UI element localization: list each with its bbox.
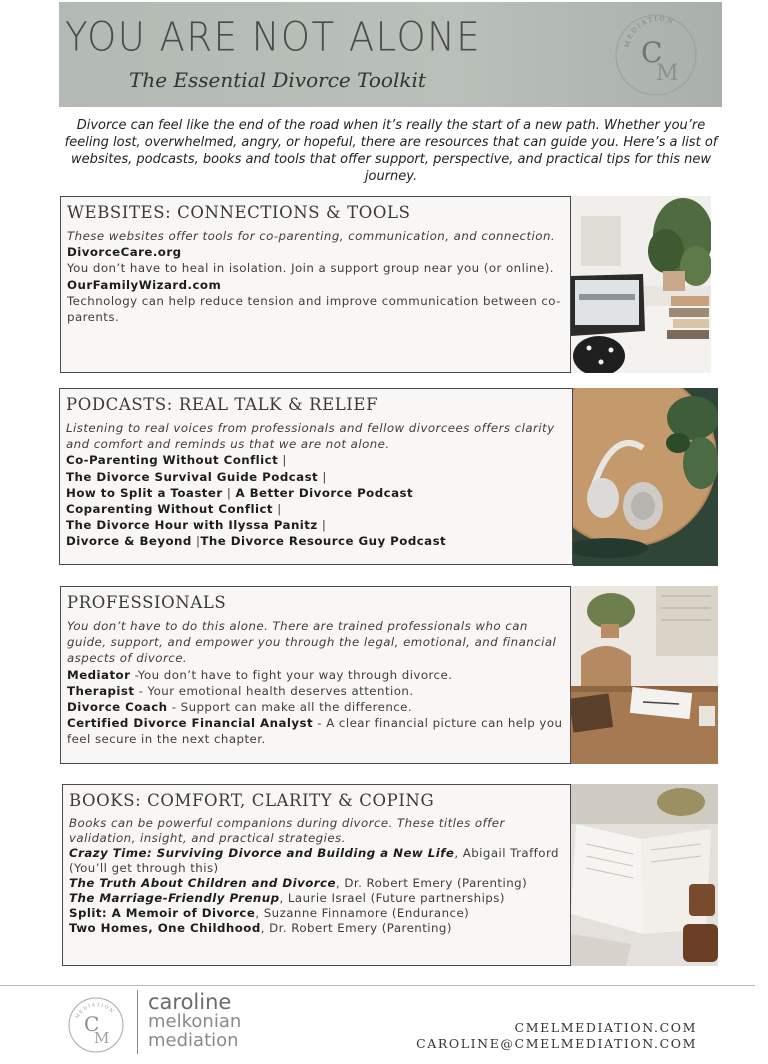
professionals-title: PROFESSIONALS [67, 593, 227, 612]
footer-divider [137, 990, 138, 1054]
role-divorce-coach-desc: - Support can make all the difference. [171, 700, 413, 715]
books-title: BOOKS: COMFORT, CLARITY & COPING [69, 791, 435, 810]
book-title: The Marriage-Friendly Prenup [69, 891, 280, 905]
logo-arc-text: MEDIATION [622, 14, 676, 49]
footer-logo-letter-m: M [94, 1029, 110, 1047]
book-desc: , Abigail Trafford (You’ll get through this) [69, 846, 559, 875]
podcast-item: How to Split a Toaster [66, 485, 223, 500]
notebook-table-photo [571, 586, 718, 764]
footer-logo-letter-c: C [84, 1012, 100, 1036]
header-banner [59, 2, 722, 107]
podcast-item: The Divorce Hour with Ilyssa Panitz [66, 518, 318, 533]
websites-intro: These websites offer tools for co-parenting, communication, and connection. [67, 229, 556, 243]
page-title: YOU ARE NOT ALONE [65, 14, 482, 61]
book-desc: , Dr. Robert Emery (Parenting) [260, 921, 452, 935]
cm-logo-icon [611, 10, 701, 100]
email-link[interactable]: CAROLINE@CMELMEDIATION.COM [416, 1036, 697, 1051]
role-financial-analyst-desc: - A clear financial picture can help you feel secure in the next chapter. [67, 716, 563, 747]
open-book-photo [571, 784, 718, 966]
laptop-desk-photo [571, 196, 711, 373]
podcast-item: Co-Parenting Without Conflict [66, 453, 279, 468]
podcast-item: A Better Divorce Podcast [235, 485, 414, 500]
book-desc: , Dr. Robert Emery (Parenting) [335, 876, 528, 890]
website-divorcecare-desc: You don’t have to heal in isolation. Join a support group near you (or online). [67, 261, 554, 276]
book-desc: , Laurie Israel (Future partnerships) [279, 891, 505, 905]
intro-paragraph: Divorce can feel like the end of the road when it’s really the start of a new path. Whether you’re feeling lost, overwhelmed, angry, or hopeful, there are resources that can guide you. Here’s a list of websites, podcasts, books and tools that offer support, perspective, and practical tips for this new journey. [64, 118, 718, 184]
footer-logo-arc-text: MEDIATION [75, 1003, 115, 1020]
podcast-item: Divorce & Beyond [66, 534, 192, 549]
book-title: Two Homes, One Childhood [69, 921, 261, 935]
role-mediator-desc: -You don’t have to fight your way through divorce. [134, 667, 453, 682]
cm-logo-footer-icon [66, 995, 126, 1055]
website-ourfamilywizard-desc: Technology can help reduce tension and improve communication between co-parents. [67, 293, 561, 325]
book-title: Crazy Time: Surviving Divorce and Building a New Life [69, 846, 455, 860]
podcasts-intro: Listening to real voices from professionals and fellow divorcees offers clarity and comfort and reminds us that we are not alone. [66, 421, 555, 452]
role-therapist: Therapist [67, 683, 135, 698]
logo-letter-c: C [641, 36, 663, 69]
books-intro: Books can be powerful companions during divorce. These titles offer validation, insight, and practical strategies. [69, 816, 505, 845]
website-ourfamilywizard-link[interactable]: OurFamilyWizard.com [67, 277, 222, 292]
websites-title: WEBSITES: CONNECTIONS & TOOLS [67, 203, 411, 222]
logo-letter-m: M [656, 61, 679, 86]
podcast-item: The Divorce Resource Guy Podcast [200, 534, 447, 549]
website-link[interactable]: CMELMEDIATION.COM [514, 1020, 697, 1035]
book-desc: , Suzanne Finnamore (Endurance) [255, 906, 470, 920]
footer-rule [0, 985, 755, 986]
section-podcasts: PODCASTS: REAL TALK & RELIEF Listening to real voices from professionals and fellow divorcees offers clarity and comfort and reminds us that we are not alone. Co-Parenting Without Conflict | The Divorce Survival Guide Podcast | How to Split a Toaster | A Better Divorce Podcast Coparenting Without Conflict | The Divorce Hour with Ilyssa Panitz | Divorce & Beyond |The Divorce Resource Guy Podcast [59, 388, 573, 565]
brand-line-2: melkonian [148, 1011, 242, 1032]
role-mediator: Mediator [67, 667, 131, 682]
section-books [62, 784, 571, 966]
section-websites [60, 196, 571, 373]
role-divorce-coach: Divorce Coach [67, 700, 168, 715]
podcast-item: Coparenting Without Conflict [66, 502, 273, 517]
book-title: The Truth About Children and Divorce [69, 876, 336, 890]
podcast-item: The Divorce Survival Guide Podcast [66, 469, 319, 484]
brand-line-1: caroline [148, 990, 232, 1014]
brand-line-3: mediation [148, 1030, 239, 1051]
headphones-photo [573, 388, 718, 566]
brand-wordmark [148, 990, 242, 1051]
contact-block [416, 1020, 697, 1052]
professionals-intro: You don’t have to do this alone. There are trained professionals who can guide, support, and empower you through the legal, emotional, and financial aspects of divorce. [67, 619, 557, 666]
role-financial-analyst: Certified Divorce Financial Analyst [67, 716, 314, 731]
podcasts-title: PODCASTS: REAL TALK & RELIEF [66, 395, 379, 414]
section-professionals [60, 586, 571, 764]
role-therapist-desc: - Your emotional health deserves attention. [138, 683, 414, 698]
website-divorcecare-link[interactable]: DivorceCare.org [67, 245, 182, 260]
book-title: Split: A Memoir of Divorce [69, 906, 256, 920]
page-subtitle: The Essential Divorce Toolkit [129, 68, 426, 92]
